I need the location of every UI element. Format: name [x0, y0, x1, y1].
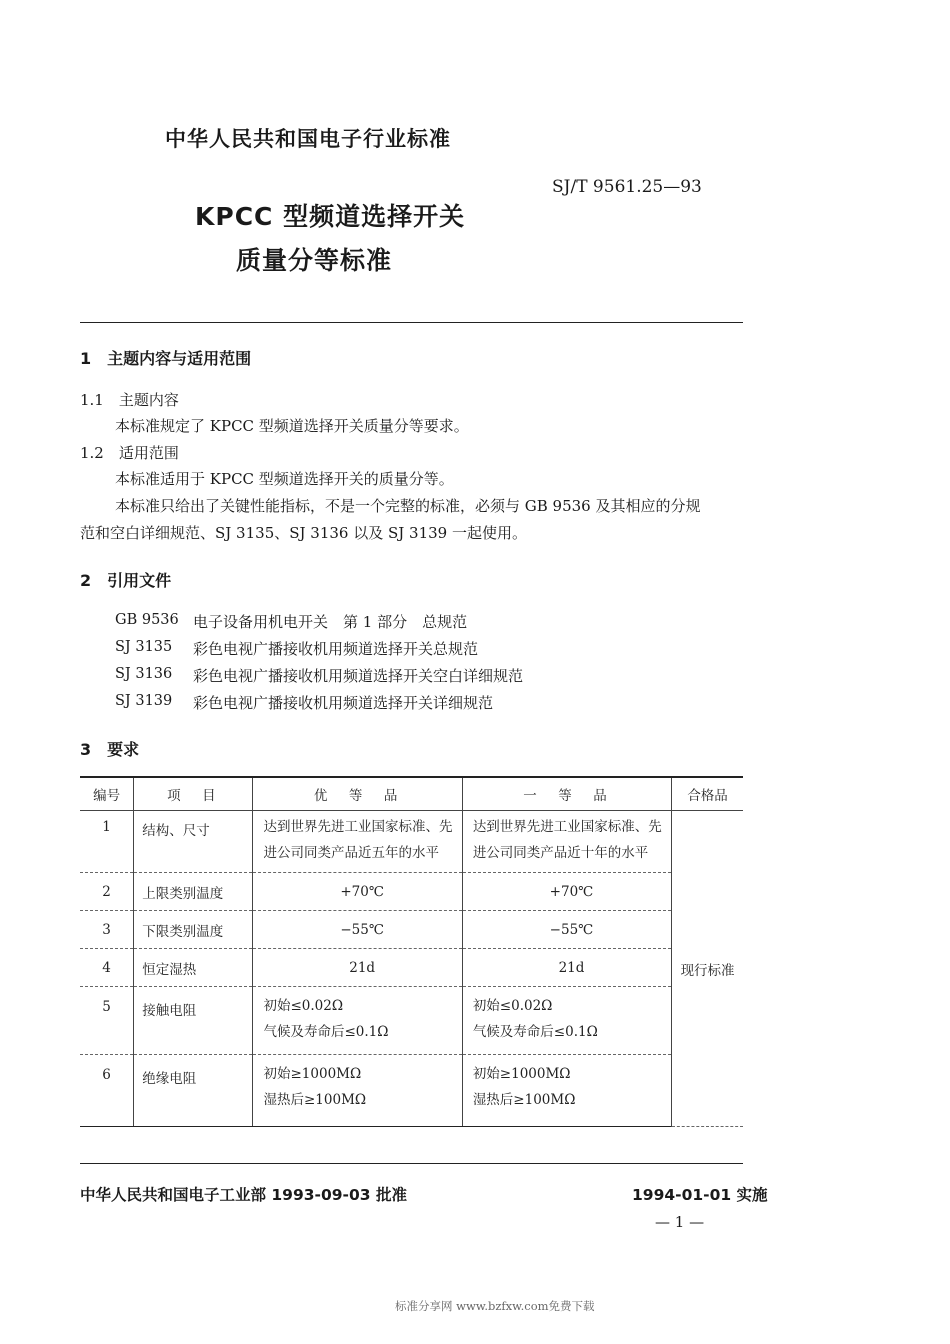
row-superior: −55℃ — [253, 911, 462, 949]
row-item: 接触电阻 — [134, 987, 253, 1055]
value-line: 初始≤0.02Ω — [263, 998, 344, 1014]
row-superior — [253, 1055, 462, 1127]
section-1-2-heading: 1.2 适用范围 — [80, 444, 179, 462]
table-row — [80, 987, 743, 1055]
document-title: KPCC 型频道选择开关 — [195, 202, 466, 231]
row-superior: +70℃ — [253, 873, 462, 911]
section-1-2-text: 本标准适用于 KPCC 型频道选择开关的质量分等。 — [115, 470, 454, 488]
footer-divider — [80, 1163, 743, 1164]
table-row — [80, 911, 743, 949]
row-number: 2 — [80, 873, 134, 911]
value-line: 湿热后≥100MΩ — [472, 1092, 576, 1108]
row-item: 绝缘电阻 — [134, 1055, 253, 1127]
row-number: 3 — [80, 911, 134, 949]
section-1-1-heading: 1.1 主题内容 — [80, 391, 179, 409]
header-divider — [80, 322, 743, 323]
reference-title: 彩色电视广播接收机用频道选择开关空白详细规范 — [193, 667, 524, 685]
row-first-class — [462, 1055, 671, 1127]
row-first-class: −55℃ — [462, 911, 671, 949]
page-number: — 1 — — [655, 1213, 705, 1231]
header-superior: 优 等 品 — [253, 777, 462, 811]
section-1-1-text: 本标准规定了 KPCC 型频道选择开关质量分等要求。 — [115, 417, 469, 435]
row-superior — [253, 811, 462, 873]
value-line: 初始≤0.02Ω — [472, 998, 553, 1014]
document-subtitle: 质量分等标准 — [236, 246, 393, 275]
header-item: 项 目 — [134, 777, 253, 811]
reference-code: SJ 3136 — [115, 666, 173, 682]
standard-code: SJ/T 9561.25—93 — [552, 177, 702, 197]
row-item: 结构、尺寸 — [134, 811, 253, 873]
row-number: 6 — [80, 1055, 134, 1127]
row-number: 5 — [80, 987, 134, 1055]
section-2-heading: 2 引用文件 — [80, 571, 172, 590]
value-line: 达到世界先进工业国家标准、先 — [472, 819, 662, 835]
header-qualified: 合格品 — [672, 777, 743, 811]
value-line: 进公司同类产品近五年的水平 — [263, 845, 439, 861]
reference-code: SJ 3135 — [115, 639, 173, 655]
table-row — [80, 1055, 743, 1127]
row-first-class — [462, 987, 671, 1055]
header-no: 编号 — [80, 777, 134, 811]
value-line: 湿热后≥100MΩ — [263, 1092, 367, 1108]
row-first-class: +70℃ — [462, 873, 671, 911]
section-1-2-note-line2: 范和空白详细规范、SJ 3135、SJ 3136 以及 SJ 3139 一起使用。 — [80, 524, 527, 542]
row-item: 上限类别温度 — [134, 873, 253, 911]
requirements-table — [80, 776, 743, 1127]
table-row — [80, 811, 743, 873]
row-number: 4 — [80, 949, 134, 987]
value-line: 初始≥1000MΩ — [472, 1066, 571, 1082]
value-line: 初始≥1000MΩ — [263, 1066, 362, 1082]
industry-standard-label: 中华人民共和国电子行业标准 — [165, 127, 451, 151]
table-row — [80, 949, 743, 987]
reference-title: 电子设备用机电开关 第 1 部分 总规范 — [193, 613, 468, 631]
value-line: 气候及寿命后≤0.1Ω — [263, 1024, 389, 1040]
reference-title: 彩色电视广播接收机用频道选择开关总规范 — [193, 640, 479, 658]
row-item: 下限类别温度 — [134, 911, 253, 949]
value-line: 进公司同类产品近十年的水平 — [472, 845, 649, 861]
qualified-value: 现行标准 — [672, 811, 743, 1127]
section-1-heading: 1 主题内容与适用范围 — [80, 349, 252, 368]
row-number: 1 — [80, 811, 134, 873]
approval-line: 中华人民共和国电子工业部 1993-09-03 批准 — [80, 1186, 407, 1204]
implementation-date: 1994-01-01 实施 — [632, 1186, 768, 1204]
watermark: 标准分享网 www.bzfxw.com免费下载 — [395, 1299, 595, 1313]
row-first-class: 21d — [462, 949, 671, 987]
reference-title: 彩色电视广播接收机用频道选择开关详细规范 — [193, 694, 494, 712]
value-line: 达到世界先进工业国家标准、先 — [263, 819, 453, 835]
section-1-2-note-line1: 本标准只给出了关键性能指标，不是一个完整的标准，必须与 GB 9536 及其相应的分规 — [115, 497, 701, 515]
row-item: 恒定湿热 — [134, 949, 253, 987]
table-header-row — [80, 777, 743, 811]
row-first-class — [462, 811, 671, 873]
header-first-class: 一 等 品 — [462, 777, 671, 811]
table-row — [80, 873, 743, 911]
reference-code: GB 9536 — [115, 612, 179, 628]
value-line: 气候及寿命后≤0.1Ω — [472, 1024, 598, 1040]
row-superior: 21d — [253, 949, 462, 987]
section-3-heading: 3 要求 — [80, 740, 140, 759]
row-superior — [253, 987, 462, 1055]
reference-code: SJ 3139 — [115, 693, 173, 709]
